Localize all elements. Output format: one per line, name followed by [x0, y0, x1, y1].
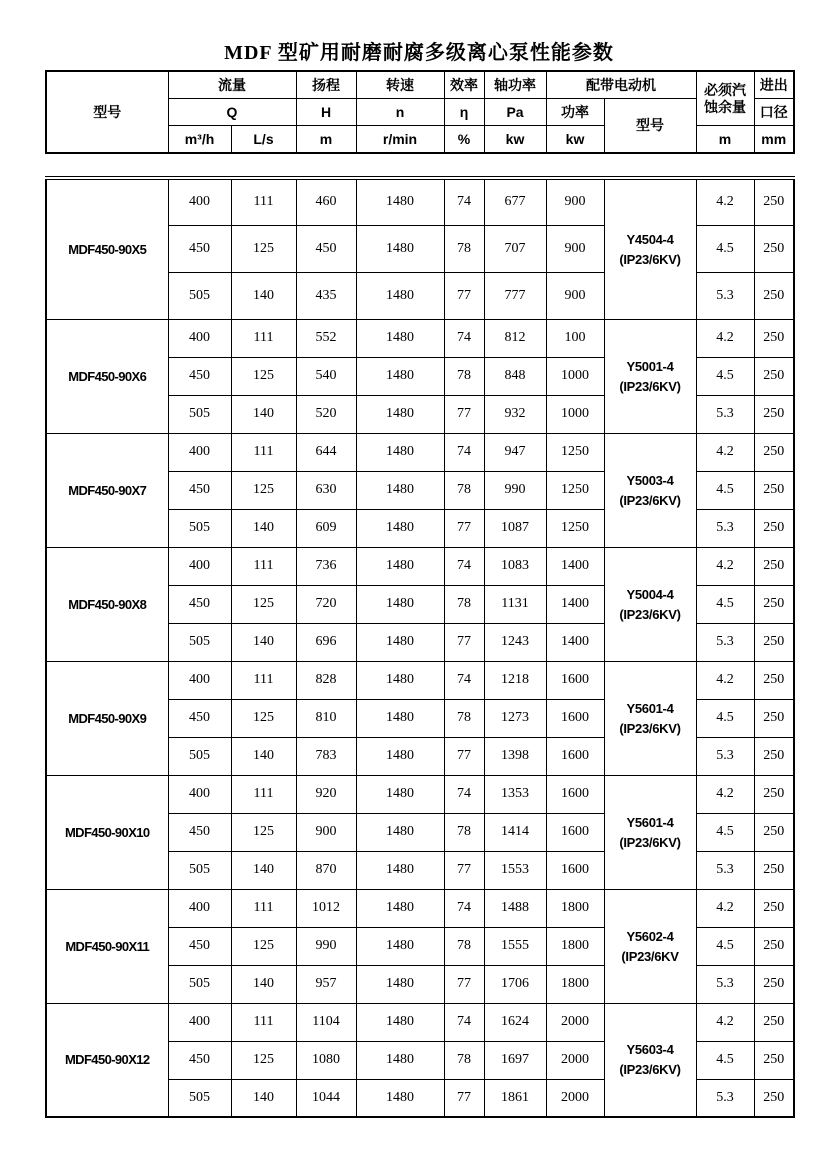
pump-row — [46, 1003, 794, 1041]
col-header-port-top: 进出 — [754, 71, 794, 99]
speed-cell: 1480 — [356, 623, 444, 661]
shaft-power-cell: 1218 — [484, 661, 546, 699]
motor-model-cell — [604, 547, 696, 661]
unit-npsh-m: m — [696, 126, 754, 154]
port-diameter-cell: 250 — [754, 272, 794, 319]
head-cell: 644 — [296, 433, 356, 471]
shaft-power-cell: 1697 — [484, 1041, 546, 1079]
col-header-efficiency: 效率 — [444, 71, 484, 99]
pump-model-cell: MDF450-90X9 — [46, 661, 168, 775]
head-cell: 450 — [296, 225, 356, 272]
npsh-cell: 4.2 — [696, 178, 754, 225]
motor-power-cell: 1400 — [546, 585, 604, 623]
flow-m3h-cell: 400 — [168, 775, 231, 813]
speed-cell: 1480 — [356, 661, 444, 699]
efficiency-cell: 78 — [444, 471, 484, 509]
head-cell: 520 — [296, 395, 356, 433]
flow-ls-cell: 125 — [231, 1041, 296, 1079]
port-diameter-cell: 250 — [754, 737, 794, 775]
flow-m3h-cell: 505 — [168, 851, 231, 889]
flow-m3h-cell: 400 — [168, 661, 231, 699]
pump-model-cell: MDF450-90X6 — [46, 319, 168, 433]
speed-cell: 1480 — [356, 775, 444, 813]
flow-m3h-cell: 450 — [168, 585, 231, 623]
motor-power-cell: 1400 — [546, 547, 604, 585]
flow-ls-cell: 140 — [231, 965, 296, 1003]
shaft-power-cell: 932 — [484, 395, 546, 433]
pump-table-body — [46, 178, 794, 1117]
head-cell: 920 — [296, 775, 356, 813]
flow-ls-cell: 140 — [231, 272, 296, 319]
motor-model-line2: (IP23/6KV) — [619, 492, 681, 508]
shaft-power-cell: 1131 — [484, 585, 546, 623]
flow-m3h-cell: 450 — [168, 699, 231, 737]
pump-row — [46, 178, 794, 225]
flow-ls-cell: 125 — [231, 813, 296, 851]
npsh-cell: 5.3 — [696, 509, 754, 547]
flow-m3h-cell: 450 — [168, 225, 231, 272]
port-diameter-cell: 250 — [754, 547, 794, 585]
flow-ls-cell: 125 — [231, 357, 296, 395]
motor-model-line1: Y5603-4 — [626, 1042, 674, 1058]
efficiency-cell: 77 — [444, 737, 484, 775]
flow-ls-cell: 140 — [231, 623, 296, 661]
motor-model-cell — [604, 775, 696, 889]
efficiency-cell: 77 — [444, 395, 484, 433]
motor-model-line2: (IP23/6KV — [621, 948, 679, 964]
head-cell: 1044 — [296, 1079, 356, 1117]
pump-model-cell: MDF450-90X8 — [46, 547, 168, 661]
head-cell: 720 — [296, 585, 356, 623]
port-diameter-cell: 250 — [754, 927, 794, 965]
shaft-power-cell: 990 — [484, 471, 546, 509]
motor-model-cell — [604, 178, 696, 319]
flow-ls-cell: 111 — [231, 433, 296, 471]
efficiency-cell: 77 — [444, 1079, 484, 1117]
symbol-flow-q: Q — [168, 99, 296, 126]
efficiency-cell: 74 — [444, 1003, 484, 1041]
motor-power-cell: 1000 — [546, 395, 604, 433]
motor-power-cell: 1600 — [546, 737, 604, 775]
pump-model-cell: MDF450-90X5 — [46, 178, 168, 319]
flow-ls-cell: 140 — [231, 737, 296, 775]
port-diameter-cell: 250 — [754, 509, 794, 547]
efficiency-cell: 77 — [444, 851, 484, 889]
flow-ls-cell: 140 — [231, 851, 296, 889]
flow-m3h-cell: 505 — [168, 737, 231, 775]
npsh-cell: 5.3 — [696, 623, 754, 661]
shaft-power-cell: 1087 — [484, 509, 546, 547]
npsh-cell: 4.2 — [696, 547, 754, 585]
flow-ls-cell: 125 — [231, 927, 296, 965]
unit-head-m: m — [296, 126, 356, 154]
port-diameter-cell: 250 — [754, 178, 794, 225]
motor-model-cell — [604, 889, 696, 1003]
efficiency-cell: 78 — [444, 585, 484, 623]
motor-power-cell: 2000 — [546, 1003, 604, 1041]
motor-power-cell: 900 — [546, 178, 604, 225]
npsh-cell: 4.5 — [696, 585, 754, 623]
port-diameter-cell: 250 — [754, 775, 794, 813]
unit-port-mm: mm — [754, 126, 794, 154]
shaft-power-cell: 1353 — [484, 775, 546, 813]
col-header-port-bottom: 口径 — [754, 99, 794, 126]
efficiency-cell: 77 — [444, 965, 484, 1003]
motor-model-line1: Y5001-4 — [626, 358, 674, 374]
shaft-power-cell: 1624 — [484, 1003, 546, 1041]
speed-cell: 1480 — [356, 509, 444, 547]
port-diameter-cell: 250 — [754, 1079, 794, 1117]
flow-ls-cell: 125 — [231, 585, 296, 623]
motor-power-cell: 900 — [546, 225, 604, 272]
port-diameter-cell: 250 — [754, 225, 794, 272]
motor-model-line1: Y5602-4 — [626, 928, 674, 944]
pump-row — [46, 433, 794, 471]
pump-model-cell: MDF450-90X7 — [46, 433, 168, 547]
flow-ls-cell: 140 — [231, 1079, 296, 1117]
shaft-power-cell: 1083 — [484, 547, 546, 585]
port-diameter-cell: 250 — [754, 1003, 794, 1041]
motor-power-cell: 1250 — [546, 471, 604, 509]
flow-ls-cell: 125 — [231, 699, 296, 737]
motor-model-line1: Y5601-4 — [626, 700, 674, 716]
col-header-motor-model: 型号 — [604, 99, 696, 154]
speed-cell: 1480 — [356, 471, 444, 509]
speed-cell: 1480 — [356, 699, 444, 737]
head-cell: 783 — [296, 737, 356, 775]
motor-model-line2: (IP23/6KV) — [619, 834, 681, 850]
head-cell: 460 — [296, 178, 356, 225]
unit-eff-percent: % — [444, 126, 484, 154]
speed-cell: 1480 — [356, 1003, 444, 1041]
pump-row — [46, 319, 794, 357]
npsh-cell: 4.5 — [696, 813, 754, 851]
head-cell: 828 — [296, 661, 356, 699]
speed-cell: 1480 — [356, 813, 444, 851]
npsh-cell: 4.5 — [696, 357, 754, 395]
npsh-cell: 5.3 — [696, 965, 754, 1003]
efficiency-cell: 74 — [444, 178, 484, 225]
shaft-power-cell: 1861 — [484, 1079, 546, 1117]
efficiency-cell: 77 — [444, 509, 484, 547]
motor-power-cell: 2000 — [546, 1041, 604, 1079]
unit-flow-ls: L/s — [231, 126, 296, 154]
pump-model-cell: MDF450-90X11 — [46, 889, 168, 1003]
efficiency-cell: 78 — [444, 699, 484, 737]
shaft-power-cell: 1553 — [484, 851, 546, 889]
npsh-cell: 4.2 — [696, 889, 754, 927]
head-cell: 736 — [296, 547, 356, 585]
motor-power-cell: 1600 — [546, 699, 604, 737]
motor-model-line2: (IP23/6KV) — [619, 720, 681, 736]
speed-cell: 1480 — [356, 433, 444, 471]
npsh-cell: 4.2 — [696, 319, 754, 357]
npsh-cell: 5.3 — [696, 1079, 754, 1117]
flow-ls-cell: 111 — [231, 319, 296, 357]
flow-m3h-cell: 450 — [168, 1041, 231, 1079]
speed-cell: 1480 — [356, 737, 444, 775]
shaft-power-cell: 1273 — [484, 699, 546, 737]
flow-m3h-cell: 505 — [168, 272, 231, 319]
head-cell: 957 — [296, 965, 356, 1003]
shaft-power-cell: 777 — [484, 272, 546, 319]
head-cell: 540 — [296, 357, 356, 395]
col-header-model: 型号 — [46, 71, 168, 153]
npsh-cell: 4.5 — [696, 927, 754, 965]
unit-motor-kw: kw — [546, 126, 604, 154]
shaft-power-cell: 1488 — [484, 889, 546, 927]
motor-model-line1: Y5003-4 — [626, 472, 674, 488]
port-diameter-cell: 250 — [754, 433, 794, 471]
flow-m3h-cell: 400 — [168, 1003, 231, 1041]
head-cell: 900 — [296, 813, 356, 851]
npsh-cell: 5.3 — [696, 851, 754, 889]
flow-ls-cell: 111 — [231, 661, 296, 699]
speed-cell: 1480 — [356, 889, 444, 927]
symbol-head-h: H — [296, 99, 356, 126]
npsh-cell: 5.3 — [696, 272, 754, 319]
port-diameter-cell: 250 — [754, 889, 794, 927]
npsh-cell: 4.2 — [696, 433, 754, 471]
npsh-cell: 4.5 — [696, 699, 754, 737]
npsh-cell: 4.5 — [696, 471, 754, 509]
pump-row — [46, 889, 794, 927]
efficiency-cell: 77 — [444, 272, 484, 319]
port-diameter-cell: 250 — [754, 471, 794, 509]
motor-model-line1: Y5601-4 — [626, 814, 674, 830]
flow-ls-cell: 125 — [231, 225, 296, 272]
efficiency-cell: 78 — [444, 225, 484, 272]
pump-row — [46, 661, 794, 699]
motor-model-line2: (IP23/6KV) — [619, 606, 681, 622]
symbol-shaft-pa: Pa — [484, 99, 546, 126]
speed-cell: 1480 — [356, 585, 444, 623]
speed-cell: 1480 — [356, 395, 444, 433]
speed-cell: 1480 — [356, 965, 444, 1003]
unit-flow-m3h: m³/h — [168, 126, 231, 154]
shaft-power-cell: 812 — [484, 319, 546, 357]
flow-m3h-cell: 505 — [168, 623, 231, 661]
flow-m3h-cell: 505 — [168, 965, 231, 1003]
head-cell: 1104 — [296, 1003, 356, 1041]
head-cell: 870 — [296, 851, 356, 889]
flow-m3h-cell: 450 — [168, 813, 231, 851]
head-cell: 552 — [296, 319, 356, 357]
flow-m3h-cell: 400 — [168, 547, 231, 585]
motor-power-cell: 1600 — [546, 775, 604, 813]
efficiency-cell: 74 — [444, 547, 484, 585]
col-header-flow: 流量 — [168, 71, 296, 99]
motor-model-cell — [604, 661, 696, 775]
shaft-power-cell: 1706 — [484, 965, 546, 1003]
pump-table — [45, 176, 795, 1118]
flow-m3h-cell: 400 — [168, 433, 231, 471]
port-diameter-cell: 250 — [754, 1041, 794, 1079]
head-cell: 1012 — [296, 889, 356, 927]
col-header-npsh — [696, 71, 754, 126]
motor-power-cell: 2000 — [546, 1079, 604, 1117]
header-row-1 — [46, 71, 794, 99]
pump-row — [46, 547, 794, 585]
npsh-cell: 4.5 — [696, 1041, 754, 1079]
head-cell: 435 — [296, 272, 356, 319]
port-diameter-cell: 250 — [754, 357, 794, 395]
flow-m3h-cell: 505 — [168, 1079, 231, 1117]
motor-power-cell: 1800 — [546, 889, 604, 927]
col-header-motor: 配带电动机 — [546, 71, 696, 99]
symbol-efficiency-eta: η — [444, 99, 484, 126]
efficiency-cell: 78 — [444, 813, 484, 851]
speed-cell: 1480 — [356, 178, 444, 225]
head-cell: 696 — [296, 623, 356, 661]
flow-ls-cell: 140 — [231, 509, 296, 547]
flow-ls-cell: 111 — [231, 1003, 296, 1041]
efficiency-cell: 74 — [444, 661, 484, 699]
shaft-power-cell: 848 — [484, 357, 546, 395]
port-diameter-cell: 250 — [754, 699, 794, 737]
npsh-label-line1: 必须汽 — [704, 82, 746, 99]
port-diameter-cell: 250 — [754, 851, 794, 889]
head-cell: 810 — [296, 699, 356, 737]
port-diameter-cell: 250 — [754, 623, 794, 661]
motor-power-cell: 1600 — [546, 851, 604, 889]
speed-cell: 1480 — [356, 927, 444, 965]
head-cell: 1080 — [296, 1041, 356, 1079]
speed-cell: 1480 — [356, 357, 444, 395]
head-cell: 630 — [296, 471, 356, 509]
motor-power-cell: 100 — [546, 319, 604, 357]
flow-m3h-cell: 505 — [168, 509, 231, 547]
flow-m3h-cell: 450 — [168, 471, 231, 509]
shaft-power-cell: 1398 — [484, 737, 546, 775]
symbol-speed-n: n — [356, 99, 444, 126]
speed-cell: 1480 — [356, 547, 444, 585]
unit-speed-rmin: r/min — [356, 126, 444, 154]
shaft-power-cell: 677 — [484, 178, 546, 225]
flow-m3h-cell: 450 — [168, 927, 231, 965]
flow-ls-cell: 140 — [231, 395, 296, 433]
port-diameter-cell: 250 — [754, 965, 794, 1003]
header-table — [45, 70, 795, 154]
shaft-power-cell: 947 — [484, 433, 546, 471]
flow-ls-cell: 125 — [231, 471, 296, 509]
speed-cell: 1480 — [356, 851, 444, 889]
efficiency-cell: 74 — [444, 319, 484, 357]
npsh-cell: 4.5 — [696, 225, 754, 272]
motor-model-cell — [604, 1003, 696, 1117]
col-header-shaft-power: 轴功率 — [484, 71, 546, 99]
efficiency-cell: 74 — [444, 775, 484, 813]
port-diameter-cell: 250 — [754, 661, 794, 699]
motor-power-cell: 1800 — [546, 965, 604, 1003]
motor-power-cell: 1000 — [546, 357, 604, 395]
motor-model-line2: (IP23/6KV) — [619, 251, 681, 267]
head-cell: 609 — [296, 509, 356, 547]
npsh-cell: 4.2 — [696, 661, 754, 699]
npsh-cell: 4.2 — [696, 1003, 754, 1041]
motor-power-cell: 1600 — [546, 661, 604, 699]
speed-cell: 1480 — [356, 1041, 444, 1079]
flow-ls-cell: 111 — [231, 889, 296, 927]
speed-cell: 1480 — [356, 1079, 444, 1117]
flow-ls-cell: 111 — [231, 178, 296, 225]
port-diameter-cell: 250 — [754, 319, 794, 357]
flow-m3h-cell: 400 — [168, 319, 231, 357]
flow-ls-cell: 111 — [231, 775, 296, 813]
efficiency-cell: 78 — [444, 927, 484, 965]
motor-power-cell: 1250 — [546, 433, 604, 471]
shaft-power-cell: 1555 — [484, 927, 546, 965]
motor-power-cell: 1600 — [546, 813, 604, 851]
page-title: MDF 型矿用耐磨耐腐多级离心泵性能参数 — [224, 42, 614, 64]
col-header-speed: 转速 — [356, 71, 444, 99]
npsh-cell: 5.3 — [696, 395, 754, 433]
efficiency-cell: 74 — [444, 889, 484, 927]
motor-model-line2: (IP23/6KV) — [619, 378, 681, 394]
motor-model-cell — [604, 433, 696, 547]
col-header-motor-power: 功率 — [546, 99, 604, 126]
port-diameter-cell: 250 — [754, 585, 794, 623]
flow-m3h-cell: 505 — [168, 395, 231, 433]
motor-power-cell: 1400 — [546, 623, 604, 661]
efficiency-cell: 74 — [444, 433, 484, 471]
motor-model-cell — [604, 319, 696, 433]
pump-model-cell: MDF450-90X10 — [46, 775, 168, 889]
motor-model-line1: Y4504-4 — [626, 231, 674, 247]
shaft-power-cell: 1414 — [484, 813, 546, 851]
flow-m3h-cell: 450 — [168, 357, 231, 395]
npsh-cell: 4.2 — [696, 775, 754, 813]
speed-cell: 1480 — [356, 319, 444, 357]
head-cell: 990 — [296, 927, 356, 965]
motor-power-cell: 1800 — [546, 927, 604, 965]
port-diameter-cell: 250 — [754, 813, 794, 851]
motor-model-line1: Y5004-4 — [626, 586, 674, 602]
flow-m3h-cell: 400 — [168, 178, 231, 225]
unit-shaft-kw: kw — [484, 126, 546, 154]
npsh-label-line2: 蚀余量 — [704, 98, 746, 115]
shaft-power-cell: 1243 — [484, 623, 546, 661]
efficiency-cell: 78 — [444, 1041, 484, 1079]
motor-power-cell: 1250 — [546, 509, 604, 547]
motor-power-cell: 900 — [546, 272, 604, 319]
npsh-cell: 5.3 — [696, 737, 754, 775]
speed-cell: 1480 — [356, 225, 444, 272]
flow-m3h-cell: 400 — [168, 889, 231, 927]
efficiency-cell: 78 — [444, 357, 484, 395]
port-diameter-cell: 250 — [754, 395, 794, 433]
flow-ls-cell: 111 — [231, 547, 296, 585]
motor-model-line2: (IP23/6KV) — [619, 1062, 681, 1078]
pump-row — [46, 775, 794, 813]
col-header-head: 扬程 — [296, 71, 356, 99]
efficiency-cell: 77 — [444, 623, 484, 661]
shaft-power-cell: 707 — [484, 225, 546, 272]
speed-cell: 1480 — [356, 272, 444, 319]
pump-model-cell: MDF450-90X12 — [46, 1003, 168, 1117]
